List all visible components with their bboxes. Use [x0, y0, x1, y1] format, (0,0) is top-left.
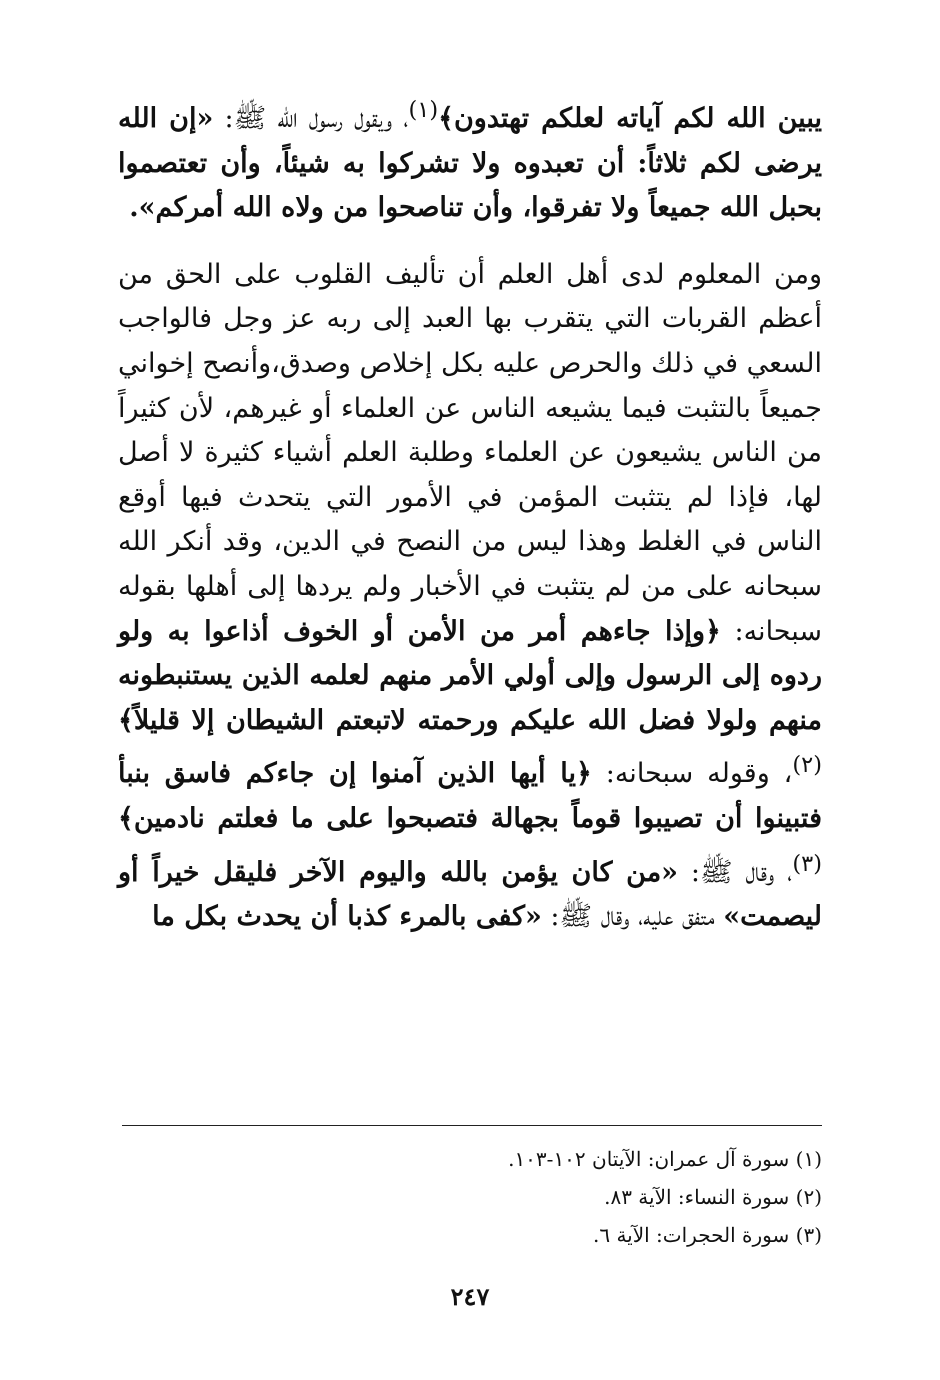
- footnote-divider: [122, 1125, 822, 1126]
- text-segment: ، وقوله سبحانه:: [591, 758, 793, 790]
- paragraph-1: [118, 88, 822, 231]
- footnote-ref-2: (٢): [792, 752, 823, 779]
- paragraph-2: [118, 253, 822, 940]
- quran-quote-nisa: ﴿وإذا جاءهم أمر من الأمن أو الخوف أذاعوا به ولو ردوه إلى الرسول وإلى أولي الأمر منهم لعلمه الذين يستنبطونه منهم ولولا فضل الله عليكم ورحمته لاتبعتم الشيطان إلا قليلاً﴾: [118, 615, 822, 736]
- text-segment: ، ويقول رسول الله ﷺ:: [213, 103, 409, 134]
- main-text: [118, 88, 822, 940]
- footnote-ref-1: (١): [408, 97, 439, 123]
- quran-quote-hujurat: ﴿يا أيها الذين آمنوا إن جاءكم فاسق بنبأ فتبينوا أن تصيبوا قوماً بجهالة فتصبحوا على ما فعلتم نادمين﴾: [118, 758, 822, 834]
- footnotes: [118, 1140, 822, 1254]
- hadith-quote: «إن الله يرضى لكم ثلاثاً: أن تعبدوه ولا تشركوا به شيئاً، وأن تعتصموا بحبل الله جميعاً ولا تفرقوا، وأن تناصحوا من ولاه الله أمركم».: [118, 103, 822, 224]
- text-segment: ، وقال ﷺ:: [678, 856, 793, 888]
- hadith-quote: «كفى بالمرء كذبا أن يحدث بكل ما: [152, 901, 542, 933]
- page-number: ٢٤٧: [450, 1282, 490, 1311]
- footnote-1: (١) سورة آل عمران: الآيتان ١٠٢-١٠٣.: [508, 1147, 822, 1171]
- footnote-3: (٣) سورة الحجرات: الآية ٦.: [592, 1223, 822, 1247]
- hadith-quote: «من كان يؤمن بالله واليوم الآخر فليقل خيراً أو ليصمت»: [118, 856, 822, 933]
- quran-quote-end: يبين الله لكم آياته لعلكم تهتدون﴾: [438, 103, 822, 134]
- text-segment: متفق عليه، وقال ﷺ:: [541, 901, 724, 933]
- footnote-ref-3: (٣): [792, 850, 822, 877]
- text-segment: ومن المعلوم لدى أهل العلم أن تأليف القلوب على الحق من أعظم القربات التي يتقرب بها العبد إلى ربه عز وجل فالواجب السعي في ذلك والحرص عليه بكل إخلاص وصدق،وأنصح إخواني جميعاً بالتثبت فيما يشيعه الناس عن العلماء أو غيرهم، لأن كثيراً من الناس يشيعون عن العلماء وطلبة العلم أشياء كثيرة لا أصل لها، فإذا لم يتثبت المؤمن في الأمور التي يتحدث فيها أوقع الناس في الغلط وهذا ليس من النصح في الدين، وقد أنكر الله سبحانه على من لم يتثبت في الأخبار ولم يردها إلى أهلها بقوله سبحانه:: [117, 258, 822, 647]
- footnote-2: (٢) سورة النساء: الآية ٨٣.: [604, 1185, 822, 1209]
